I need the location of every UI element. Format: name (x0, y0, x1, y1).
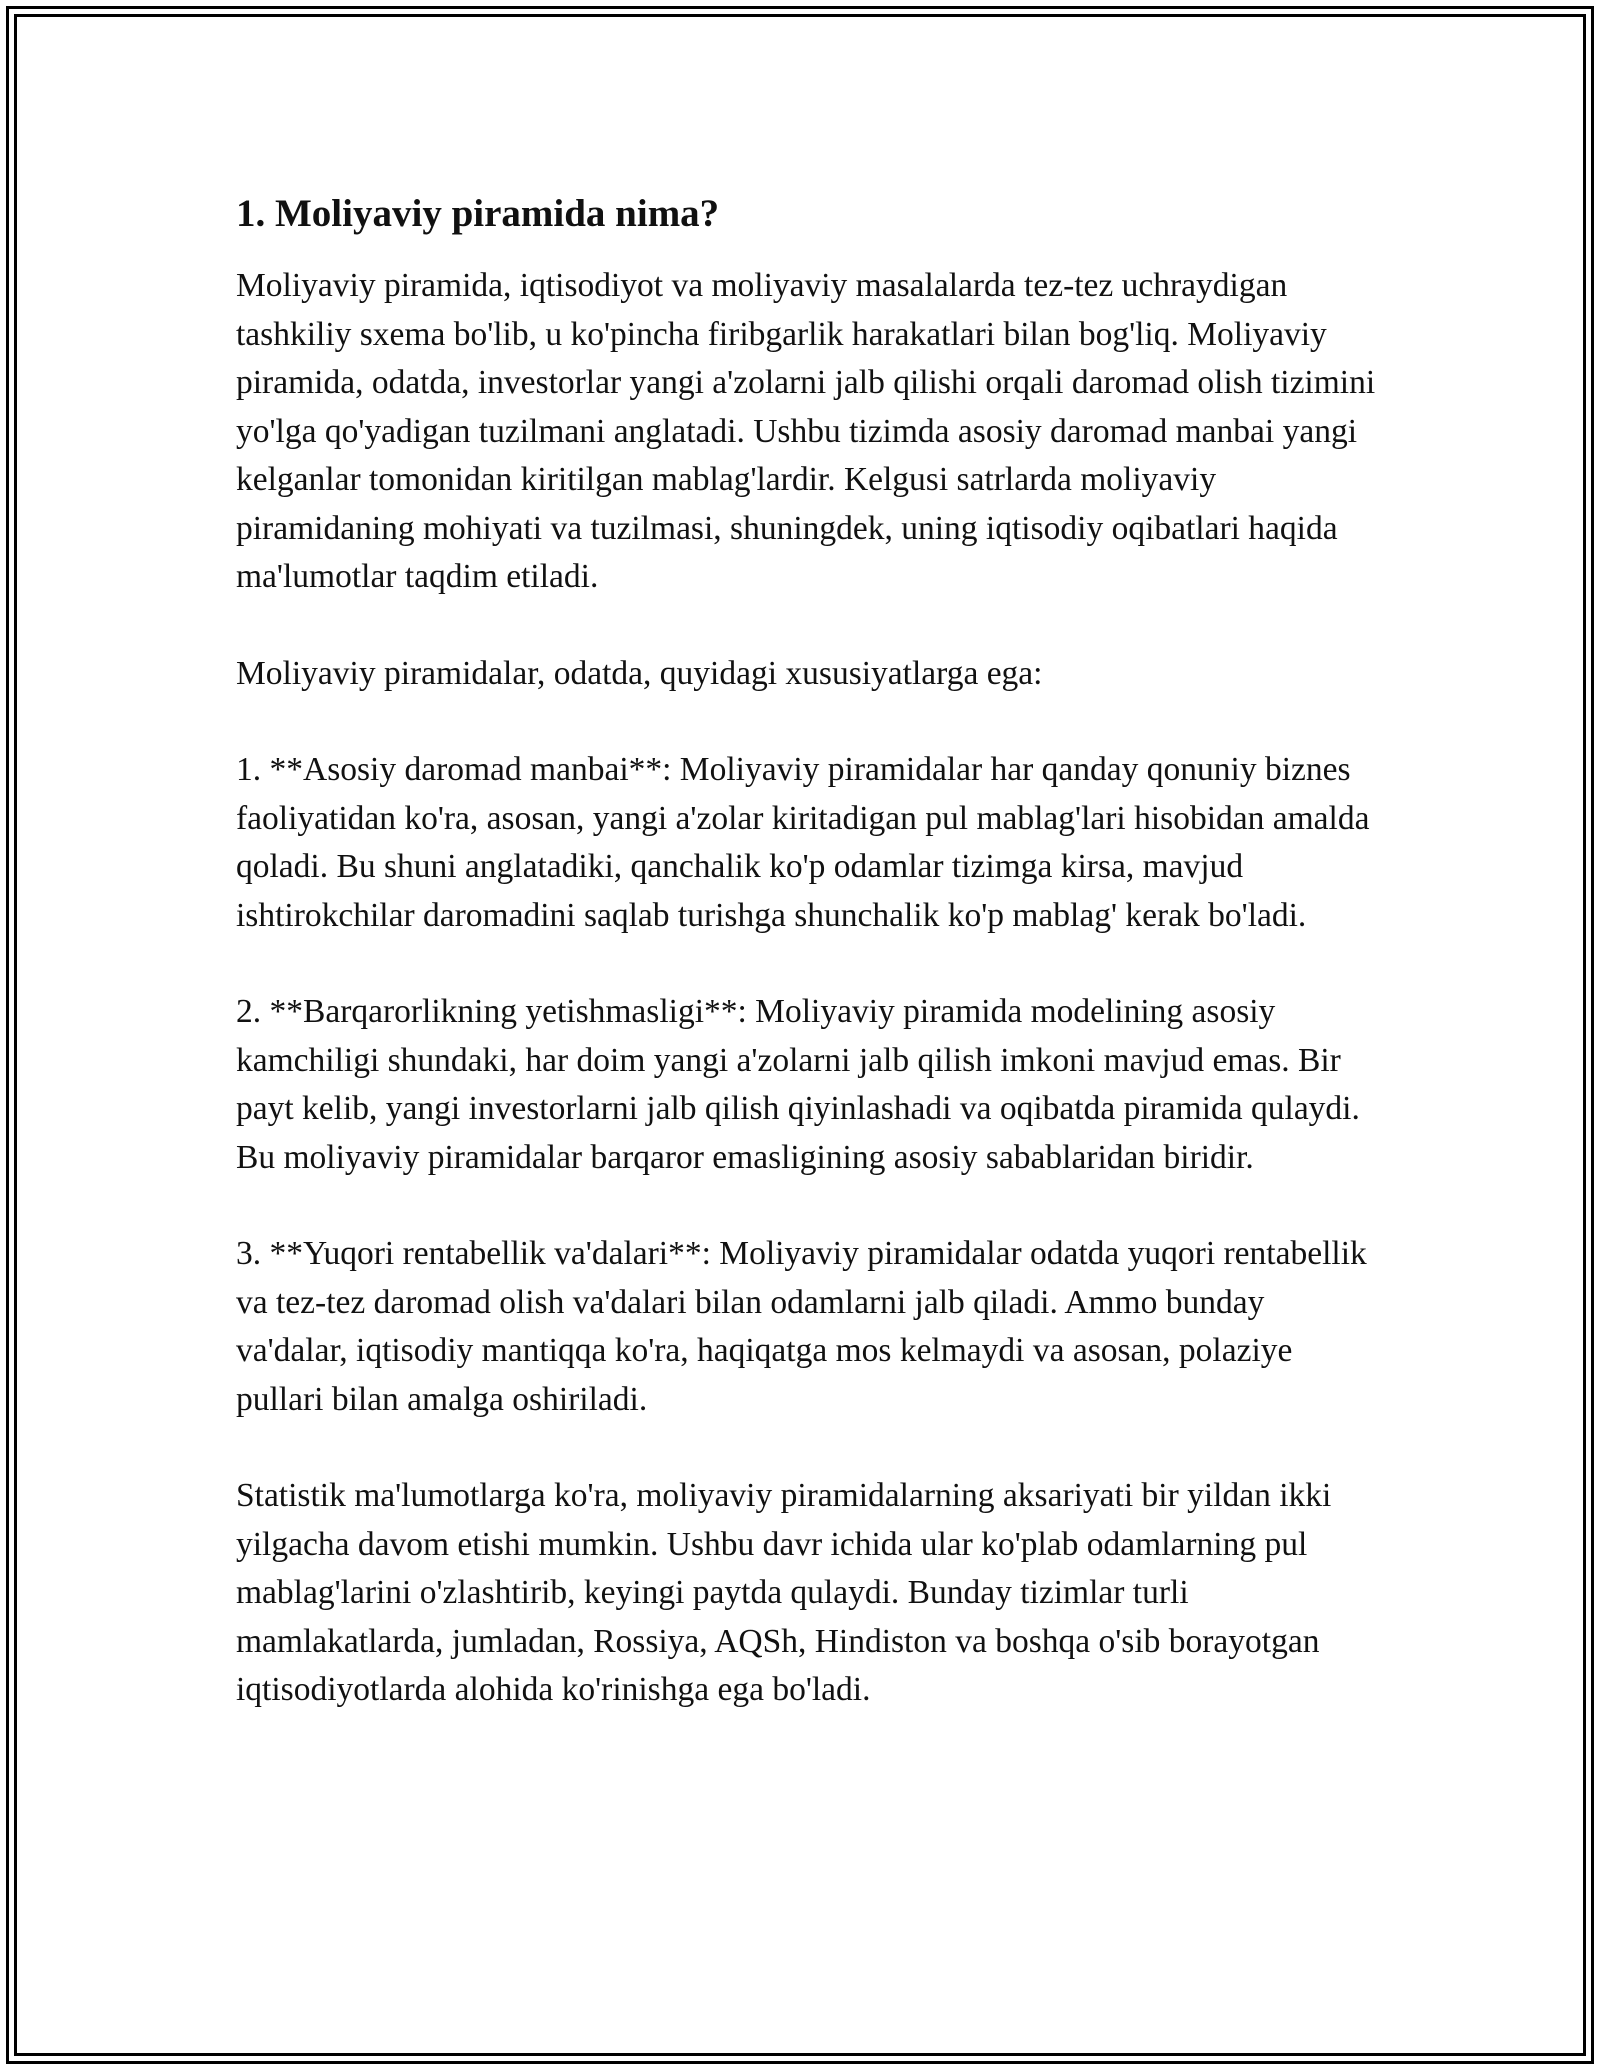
paragraph-features-lead: Moliyaviy piramidalar, odatda, quyidagi xususiyatlarga ega: (236, 654, 1043, 692)
paragraph-intro: Moliyaviy piramida, iqtisodiyot va moliyaviy masalalarda tez-tez uchraydigan tashkiliy sxema bo'lib, u ko'pincha firibgarlik harakatlari bilan bog'liq. Moliyaviy piramida, odatda, investorlar yangi a'zolarni jalb qilishi orqali daromad olish tizimini yo'lga qo'yadigan tuzilmani anglatadi. Ushbu tizimda asosiy daromad manbai yangi kelganlar tomonidan kiritilgan mablag'lardir. Kelgusi satrlarda moliyaviy piramidaning mohiyati va tuzilmasi, shuningdek, uning iqtisodiy oqibatlari haqida ma'lumotlar taqdim etiladi. (236, 267, 1376, 595)
paragraph-feature-2: 2. **Barqarorlikning yetishmasligi**: Moliyaviy piramida modelining asosiy kamchiligi shundaki, har doim yangi a'zolarni jalb qilish imkoni mavjud emas. Bir payt kelib, yangi investorlarni jalb qilish qiyinlashadi va oqibatda piramida qulaydi. Bu moliyaviy piramidalar barqaror emasligining asosiy sabablaridan biridir. (236, 993, 1360, 1176)
section-heading: 1. Moliyaviy piramida nima? (236, 192, 720, 235)
document-body (236, 186, 1376, 1763)
paragraph-feature-1: 1. **Asosiy daromad manbai**: Moliyaviy piramidalar har qanday qonuniy biznes faoliyatidan ko'ra, asosan, yangi a'zolar kiritadigan pul mablag'lari hisobidan amalda qoladi. Bu shuni anglatadiki, qanchalik ko'p odamlar tizimga kirsa, mavjud ishtirokchilar daromadini saqlab turishga shunchalik ko'p mablag' kerak bo'ladi. (236, 751, 1370, 934)
paragraph-statistics: Statistik ma'lumotlarga ko'ra, moliyaviy piramidalarning aksariyati bir yildan ikki yilgacha davom etishi mumkin. Ushbu davr ichida ular ko'plab odamlarning pul mablag'larini o'zlashtirib, keyingi paytda qulaydi. Bunday tizimlar turli mamlakatlarda, jumladan, Rossiya, AQSh, Hindiston va boshqa o'sib borayotgan iqtisodiyotlarda alohida ko'rinishga ega bo'ladi. (236, 1477, 1332, 1708)
paragraph-feature-3: 3. **Yuqori rentabellik va'dalari**: Moliyaviy piramidalar odatda yuqori rentabellik va tez-tez daromad olish va'dalari bilan odamlarni jalb qiladi. Ammo bunday va'dalar, iqtisodiy mantiqqa ko'ra, haqiqatga mos kelmaydi va asosan, polaziye pullari bilan amalga oshiriladi. (236, 1235, 1367, 1418)
